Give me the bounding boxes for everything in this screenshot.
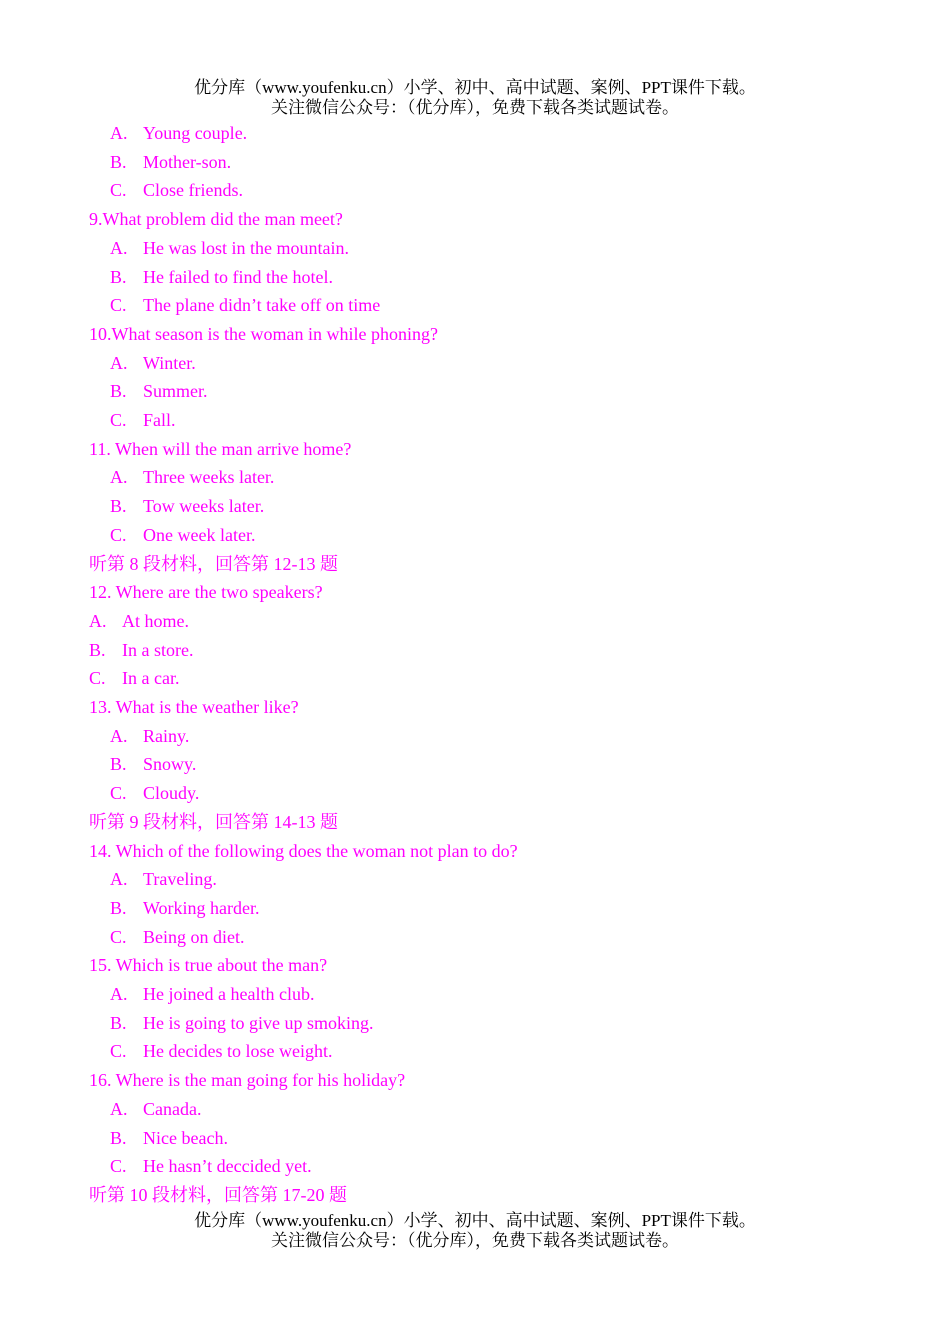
answer-option — [89, 607, 189, 636]
option-text: Fall. — [143, 410, 176, 430]
question-text: 15. Which is true about the man? — [89, 955, 328, 976]
option-letter: A. — [110, 467, 128, 488]
option-letter: B. — [110, 151, 127, 172]
option-letter: A. — [110, 725, 128, 746]
question-text: 9.What problem did the man meet? — [89, 209, 343, 230]
option-text: He failed to find the hotel. — [143, 266, 333, 287]
answer-option — [110, 492, 264, 521]
option-letter: C. — [110, 524, 127, 545]
answer-option — [110, 234, 349, 263]
option-letter: B. — [89, 639, 106, 660]
option-text: Nice beach. — [143, 1127, 228, 1148]
page-header — [0, 78, 950, 118]
option-letter: A. — [110, 237, 128, 258]
question-text: 16. Where is the man going for his holiday? — [89, 1070, 406, 1091]
option-text: The plane didn’t take off on time — [143, 295, 381, 316]
option-text: Cloudy. — [143, 783, 200, 804]
question-text: 11. When will the man arrive home? — [89, 438, 352, 459]
footer-line-1: 优分库（www.youfenku.cn）小学、初中、高中试题、案例、PPT课件下载。 — [194, 1211, 756, 1230]
question-text: 12. Where are the two speakers? — [89, 582, 323, 603]
option-letter: C. — [110, 1156, 127, 1177]
option-letter: B. — [110, 496, 127, 517]
option-letter: B. — [110, 1012, 127, 1033]
option-text: One week later. — [143, 524, 256, 545]
answer-option — [110, 463, 274, 492]
option-letter: C. — [110, 926, 127, 947]
option-text: Canada. — [143, 1098, 202, 1119]
answer-option — [110, 1095, 201, 1124]
option-letter: C. — [89, 668, 106, 689]
option-text: Being on diet. — [143, 926, 245, 947]
option-text: He hasn’t deccided yet. — [143, 1156, 312, 1177]
option-letter: A. — [89, 610, 107, 631]
option-letter: C. — [110, 410, 127, 430]
section-heading: 听第 8 段材料，回答第 12-13 题 — [89, 553, 338, 574]
option-letter: B. — [110, 754, 127, 775]
header-line-1: 优分库（www.youfenku.cn）小学、初中、高中试题、案例、PPT课件下载。 — [194, 78, 756, 97]
option-letter: C. — [110, 295, 127, 316]
option-text: He joined a health club. — [143, 984, 315, 1004]
answer-option — [110, 406, 176, 435]
answer-option — [110, 291, 380, 320]
option-letter: A. — [110, 984, 128, 1004]
option-text: He is going to give up smoking. — [143, 1012, 374, 1033]
option-text: He decides to lose weight. — [143, 1041, 333, 1062]
answer-option — [110, 377, 208, 406]
option-text: Working harder. — [143, 897, 260, 918]
answer-option — [110, 779, 199, 808]
option-letter: A. — [110, 1098, 128, 1119]
answer-option — [110, 521, 255, 550]
answer-option — [110, 1037, 332, 1066]
option-text: At home. — [122, 610, 189, 631]
option-letter: B. — [110, 381, 127, 402]
option-text: He was lost in the mountain. — [143, 237, 349, 258]
answer-option — [110, 176, 243, 205]
answer-option — [110, 923, 245, 952]
option-text: Rainy. — [143, 725, 190, 746]
header-line-2: 关注微信公众号：（优分库），免费下载各类试题试卷。 — [271, 98, 679, 117]
answer-option — [110, 349, 196, 378]
answer-option — [110, 865, 217, 894]
option-text: Snowy. — [143, 754, 197, 775]
answer-option — [110, 1009, 374, 1038]
option-letter: A. — [110, 869, 128, 890]
page-footer — [0, 1211, 950, 1251]
footer-line-2: 关注微信公众号：（优分库），免费下载各类试题试卷。 — [271, 1231, 679, 1250]
option-text: In a store. — [122, 639, 194, 660]
answer-option — [110, 263, 333, 292]
option-text: Tow weeks later. — [143, 496, 265, 517]
answer-option — [110, 722, 189, 751]
option-text: Three weeks later. — [143, 467, 275, 488]
answer-option — [110, 1124, 228, 1153]
option-letter: A. — [110, 123, 128, 143]
option-letter: B. — [110, 1127, 127, 1148]
option-letter: C. — [110, 1041, 127, 1062]
option-text: Summer. — [143, 381, 208, 402]
question-text: 10.What season is the woman in while phoning? — [89, 323, 438, 344]
answer-option — [110, 119, 247, 148]
answer-option — [89, 636, 193, 665]
question-text: 13. What is the weather like? — [89, 697, 299, 717]
answer-option — [110, 980, 314, 1009]
option-letter: C. — [110, 180, 127, 201]
answer-option — [110, 894, 260, 923]
question-text: 14. Which of the following does the woman not plan to do? — [89, 840, 518, 861]
option-text: Young couple. — [143, 123, 248, 143]
option-text: Traveling. — [143, 869, 217, 890]
option-letter: A. — [110, 352, 128, 373]
option-letter: C. — [110, 783, 127, 804]
option-letter: B. — [110, 897, 127, 918]
answer-option — [110, 148, 231, 177]
option-text: Mother-son. — [143, 151, 232, 172]
answer-option — [110, 1152, 312, 1181]
answer-option — [89, 664, 179, 693]
section-heading: 听第 9 段材料，回答第 14-13 题 — [89, 811, 338, 832]
option-text: Winter. — [143, 352, 196, 373]
section-heading: 听第 10 段材料，回答第 17-20 题 — [89, 1184, 347, 1205]
answer-option — [110, 750, 196, 779]
option-text: Close friends. — [143, 180, 243, 201]
option-text: In a car. — [122, 668, 180, 689]
option-letter: B. — [110, 266, 127, 287]
